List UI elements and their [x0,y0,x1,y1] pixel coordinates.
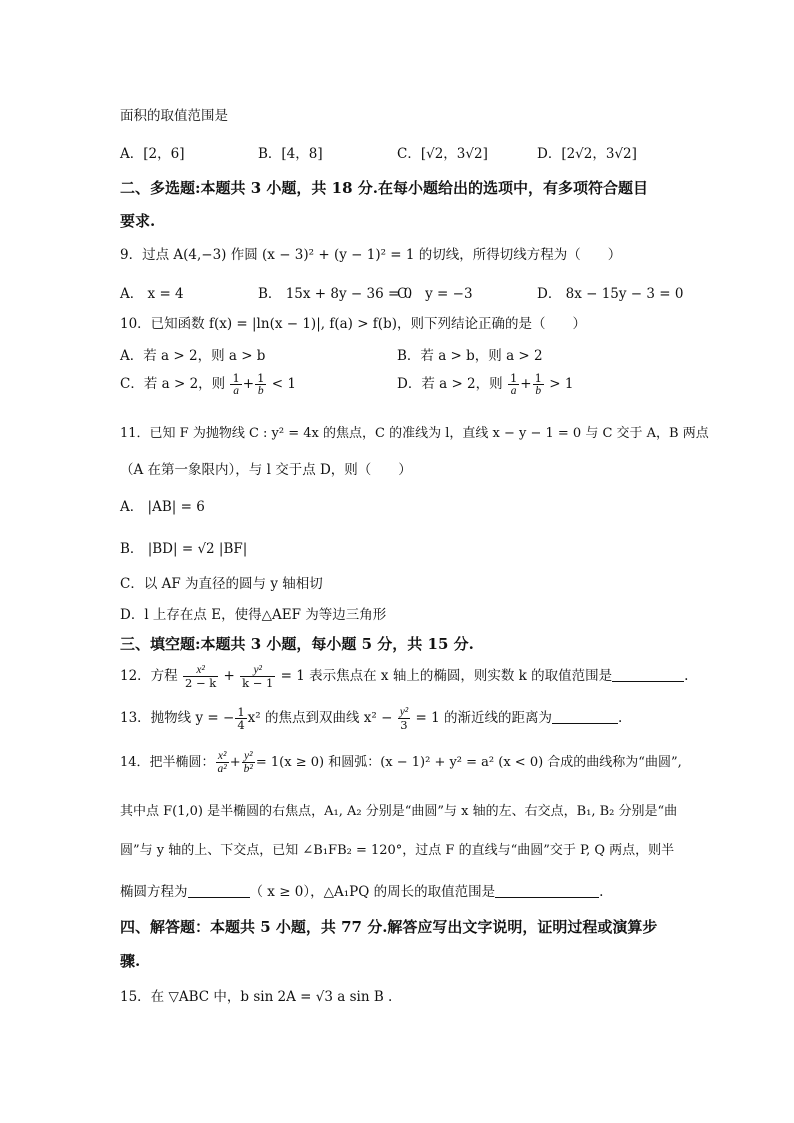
q10-option-d: D．若 a > 2，则 $\frac{1}{a}$ + $\frac{1}{b}$ > 1 [397,371,574,398]
q10-d-frac-a: $\frac{1}{a}$ [509,371,518,398]
section4-title-line1: 四、解答题：本题共 5 小题，共 77 分.解答应写出文字说明，证明过程或演算步 [120,918,658,936]
q10-d-prefix: D．若 a > 2，则 [397,376,503,393]
q14-stem-line3: 圆”与 y 轴的上、下交点，已知 ∠B₁FB₂ = 120°，过点 F 的直线与“曲圆”交于 P, Q 两点，则半 [120,843,675,858]
q10-option-c: C．若 a > 2，则 $\frac{1}{a}$ + $\frac{1}{b}$ < 1 [120,371,296,398]
q12-body: = 1 表示焦点在 x 轴上的椭圆，则实数 k 的取值范围是 [280,668,613,685]
q13-end: . [618,710,623,727]
q13-prefix: 13．抛物线 y = − [120,710,235,727]
q14-body: = 1(x ≥ 0) 和圆弧：(x − 1)² + y² = a² (x < 0) 合成的曲线称为“曲圆”, [255,755,682,771]
q12-prefix: 12．方程 [120,668,178,685]
q9-stem: 9．过点 A(4,−3) 作圆 (x − 3)² + (y − 1)² = 1 的切线，所得切线方程为（ ） [120,247,622,263]
q10-stem: 10．已知函数 f(x) = |ln(x − 1)|, f(a) > f(b)，则下列结论正确的是（ ） [120,316,586,332]
q10-c-frac-b: $\frac{1}{b}$ [257,371,265,398]
q12-plus: + [223,668,235,685]
q13-frac-quarter: $\frac{1}{4}$ [237,705,245,733]
q12-frac-y: $\frac{\text{y²}}{k - 1}$ [242,664,274,691]
q11-stem-line1: 11．已知 F 为抛物线 C : y² = 4x 的焦点，C 的准线为 l，直线 x − y − 1 = 0 与 C 交于 A，B 两点 [120,426,709,441]
q8-option-c: C．[√2，3√2] [397,146,488,162]
q14-prefix: 14．把半椭圆： [120,755,215,771]
q10-c-suffix: < 1 [271,376,296,393]
q10-c-frac-a: $\frac{1}{a}$ [232,371,240,398]
q10-option-a: A．若 a > 2，则 a > b [120,348,266,364]
q10-c-prefix: C．若 a > 2，则 [120,376,226,393]
q14-answer-blank-2[interactable] [495,883,599,898]
q9-option-c: C． y = −3 [397,286,473,302]
q14-stem-line4 [120,880,603,900]
q11-option-c: C．以 AF 为直径的圆与 y 轴相切 [120,576,323,592]
q10-d-frac-b: $\frac{1}{b}$ [534,371,542,398]
q13-mid: x² 的焦点到双曲线 x² − [247,710,393,727]
q14-stem-line1 [120,750,682,775]
q9-option-b: B． 15x + 8y − 36 = 0 [258,286,413,302]
q11-stem-line2: （A 在第一象限内），与 l 交于点 D，则（ ） [120,462,412,478]
q12-stem [120,664,688,689]
section2-title-line1: 二、多选题:本题共 3 小题，共 18 分.在每小题给出的选项中，有多项符合题目 [120,179,648,197]
q12-frac-x: $\frac{\text{x²}}{2 - k}$ [184,664,217,691]
q12-answer-blank[interactable] [612,667,684,682]
q8-option-a: A．[2，6] [120,146,185,162]
q11-option-a: A． |AB| = 6 [120,499,205,515]
q13-answer-blank[interactable] [552,709,618,724]
q14-line4-mid: （ x ≥ 0），△A₁PQ 的周长的取值范围是 [249,884,496,900]
q13-frac-y: $\frac{\text{y²}}{3}$ [399,706,409,733]
section3-title: 三、填空题:本题共 3 小题，每小题 5 分，共 15 分. [120,635,474,653]
q14-line4-prefix: 椭圆方程为 [120,884,188,900]
q9-option-d: D． 8x − 15y − 3 = 0 [537,286,684,302]
q8-stem-tail: 面积的取值范围是 [120,108,228,124]
q14-plus: + [229,755,241,771]
q12-end: . [684,668,689,685]
q14-frac-x: $\frac{\text{x²}}{\text{a²}}$ [217,750,227,776]
q10-option-b: B．若 a > b，则 a > 2 [397,348,543,364]
q13-body: = 1 的渐近线的距离为 [415,710,553,727]
q8-option-b: B．[4，8] [258,146,323,162]
section4-title-line2: 骤. [120,952,141,970]
q11-option-d: D．l 上存在点 E，使得△AEF 为等边三角形 [120,607,387,623]
q14-frac-y: $\frac{\text{y²}}{\text{b²}}$ [243,750,253,776]
q8-option-d: D．[2√2，3√2] [537,146,637,162]
q14-line4-end: . [599,884,604,900]
q14-stem-line2: 其中点 F(1,0) 是半椭圆的右焦点，A₁, A₂ 分别是“曲圆”与 x 轴的左、右交点，B₁, B₂ 分别是“曲 [120,804,678,819]
q15-stem: 15．在 ▽ABC 中，b sin 2A = √3 a sin B . [120,989,393,1005]
q11-option-b: B． |BD| = √2 |BF| [120,541,248,557]
q10-d-suffix: > 1 [549,376,574,393]
section2-title-line2: 要求. [120,212,156,230]
q9-option-a: A． x = 4 [120,286,184,302]
q13-stem [120,706,622,731]
q14-answer-blank-1[interactable] [188,883,250,898]
